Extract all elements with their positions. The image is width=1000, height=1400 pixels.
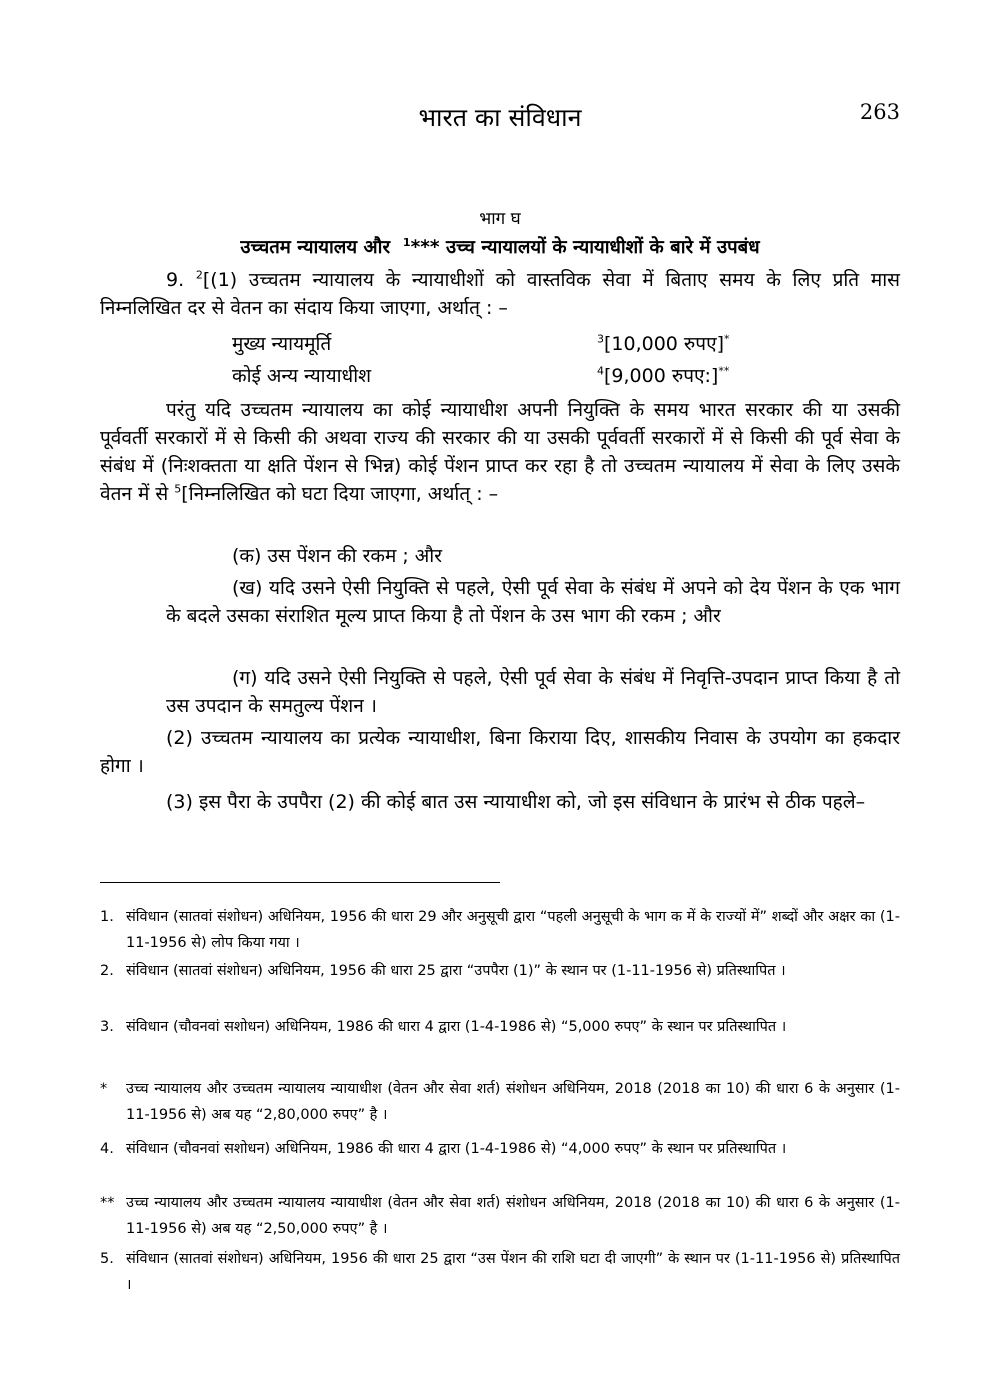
footnote-mark: 4. (100, 1141, 114, 1157)
page-title: भारत का संविधान (418, 103, 582, 132)
part-heading (100, 234, 900, 259)
proviso-text: परंतु यदि उच्चतम न्यायालय का कोई न्यायाधीश अपनी नियुक्ति के समय भारत सरकार की या उसकी पूर्ववर्ती सरकारों में से किसी की अथवा राज्य की सरकार की या उसकी पूर्ववर्ती सरकारों में से किसी की पूर्व सेवा के संबंध में (निःशक्तता या क्षति पेंशन से भिन्न) कोई पेंशन प्राप्त कर रहा है तो उच्चतम न्यायालय में सेवा के लिए उसके वेतन में से (100, 399, 900, 505)
proviso-text-2: [निम्नलिखित को घटा दिया जाएगा, अर्थात् : – (181, 483, 499, 505)
footnote-text: उच्च न्यायालय और उच्चतम न्यायालय न्यायाधीश (वेतन और सेवा शर्त) संशोधन अधिनियम, 2018 (2018 का 10) की धारा 6 के अनुसार (1-11-1956 से) अब यह “2,80,000 रुपए” है । (126, 1081, 900, 1123)
salary-label-other: कोई अन्य न्यायाधीश (232, 365, 372, 387)
footnote-ref-5: 5 (174, 482, 182, 496)
footnote-ref-double-star: ** (718, 364, 730, 378)
footnote-2 (100, 958, 900, 984)
footnote-divider (100, 882, 500, 883)
footnote-mark: 2. (100, 963, 114, 979)
salary-label-chief: मुख्य न्यायमूर्ति (232, 333, 332, 355)
salary-value-chief (597, 330, 730, 356)
sub-para-2: (2) उच्चतम न्यायालय का प्रत्येक न्यायाधीश, बिना किराया दिए, शासकीय निवास के उपयोग का हकदार होगा । (100, 727, 900, 777)
footnote-3 (100, 1014, 900, 1040)
footnote-4 (100, 1136, 900, 1162)
clause-ka: (क) उस पेंशन की रकम ; और (232, 545, 443, 567)
omission-stars: *** (410, 237, 440, 258)
footnote-double-star (100, 1190, 900, 1242)
sub-para-3: (3) इस पैरा के उपपैरा (2) की कोई बात उस न्यायाधीश को, जो इस संविधान के प्रारंभ से ठीक पहले– (166, 791, 866, 813)
salary-amount-chief: [10,000 रुपए] (604, 333, 725, 355)
clause-kha: (ख) यदि उसने ऐसी नियुक्ति से पहले, ऐसी पूर्व सेवा के संबंध में अपने को देय पेंशन के एक भाग के बदले उसका संराशित मूल्य प्राप्त किया है तो पेंशन के उस भाग की रकम ; और (166, 577, 900, 627)
para-9 (100, 266, 900, 322)
footnote-star (100, 1076, 900, 1128)
footnote-ref-2: 2 (195, 268, 203, 282)
salary-amount-other: [9,000 रुपए:] (604, 365, 719, 387)
footnote-mark: 1. (100, 909, 114, 925)
heading-part-a: उच्चतम न्यायालय और (240, 237, 391, 258)
footnote-ref-star: * (724, 332, 730, 346)
footnote-text: संविधान (सातवां संशोधन) अधिनियम, 1956 की धारा 29 और अनुसूची द्वारा “पहली अनुसूची के भाग क में के राज्यों में” शब्दों और अक्षर का (1-11-1956 से) लोप किया गया । (126, 909, 900, 951)
footnote-text: संविधान (सातवां संशोधन) अधिनियम, 1956 की धारा 25 द्वारा “उस पेंशन की राशि घटा दी जाएगी” के स्थान पर (1-11-1956 से) प्रतिस्थापित । (126, 1251, 900, 1293)
para-9-number: 9. (166, 269, 185, 291)
footnote-mark: 3. (100, 1019, 114, 1035)
footnote-mark: ** (100, 1195, 115, 1211)
footnote-mark: 5. (100, 1251, 114, 1267)
footnote-5 (100, 1246, 900, 1298)
footnote-text: उच्च न्यायालय और उच्चतम न्यायालय न्यायाधीश (वेतन और सेवा शर्त) संशोधन अधिनियम, 2018 (2018 का 10) की धारा 6 के अनुसार (1-11-1956 से) अब यह “2,50,000 रुपए” है । (126, 1195, 900, 1237)
footnote-1 (100, 904, 900, 956)
footnote-text: संविधान (चौवनवां सशोधन) अधिनियम, 1986 की धारा 4 द्वारा (1-4-1986 से) “5,000 रुपए” के स्थान पर प्रतिस्थापित । (126, 1019, 787, 1035)
part-label: भाग घ (479, 209, 521, 229)
page-number: 263 (859, 100, 900, 124)
para-9-text: [(1) उच्चतम न्यायालय के न्यायाधीशों को वास्तविक सेवा में बिताए समय के लिए प्रति मास निम्नलिखित दर से वेतन का संदाय किया जाएगा, अर्थात् : – (100, 269, 900, 319)
salary-value-other (597, 362, 729, 388)
proviso (100, 396, 900, 508)
footnote-ref-4: 4 (597, 364, 604, 378)
clause-ga: (ग) यदि उसने ऐसी नियुक्ति से पहले, ऐसी पूर्व सेवा के संबंध में निवृत्ति-उपदान प्राप्त किया है तो उस उपदान के समतुल्य पेंशन । (166, 667, 900, 717)
footnote-ref-1: 1 (402, 235, 411, 249)
footnote-text: संविधान (चौवनवां सशोधन) अधिनियम, 1986 की धारा 4 द्वारा (1-4-1986 से) “4,000 रुपए” के स्थान पर प्रतिस्थापित । (126, 1141, 787, 1157)
heading-part-b: उच्च न्यायालयों के न्यायाधीशों के बारे में उपबंध (446, 237, 760, 258)
footnote-ref-3: 3 (597, 332, 604, 346)
footnote-text: संविधान (सातवां संशोधन) अधिनियम, 1956 की धारा 25 द्वारा “उपपैरा (1)” के स्थान पर (1-11-1956 से) प्रतिस्थापित । (126, 963, 786, 979)
footnote-mark: * (100, 1081, 108, 1097)
